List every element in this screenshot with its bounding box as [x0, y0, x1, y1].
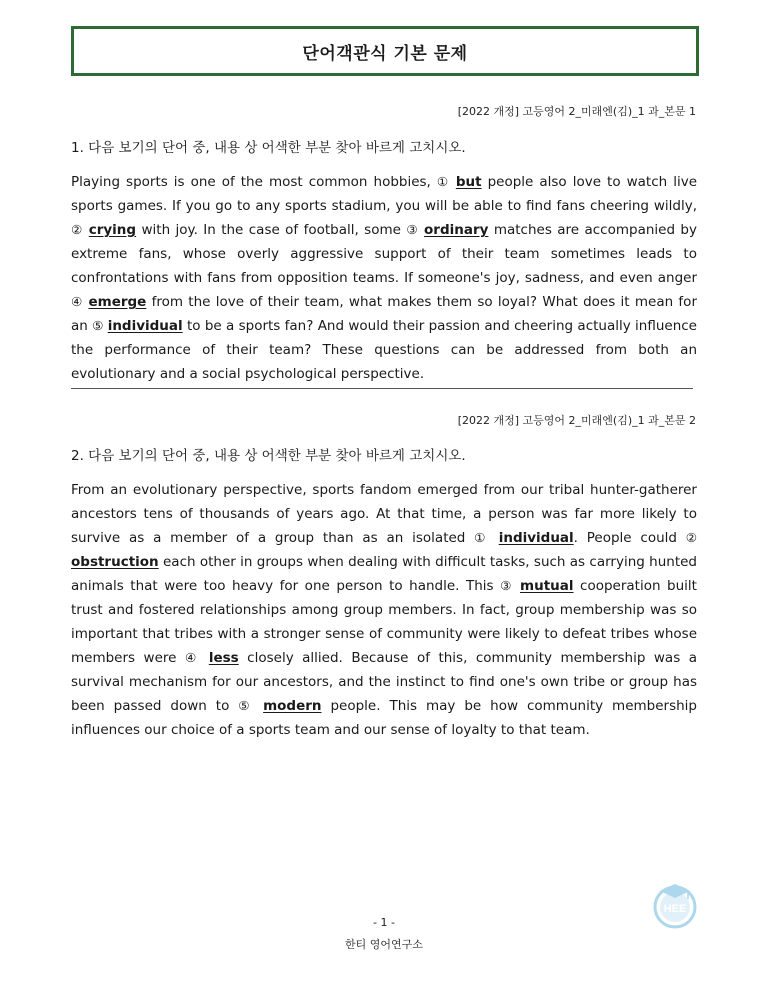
choice-number: ④: [71, 294, 84, 309]
choice-word: modern: [263, 698, 322, 714]
passage-text: people. This may be how community membership influences our choice of a sports team and our sense of loyalty to that team.: [71, 698, 697, 738]
choice-number: ⑤: [238, 698, 255, 713]
choice-number: ②: [71, 222, 84, 237]
choice-number: ②: [685, 530, 697, 545]
passage-text: closely allied. Because of this, community membership was a survival mechanism for our ancestors, and the instinct to find one's own tribe or group has been passed down to: [71, 650, 697, 714]
choice-number: ③: [406, 222, 419, 237]
page-number: - 1 -: [373, 916, 395, 929]
passage-text: matches are accompanied by extreme fans, whose overly aggressive support of their team sometimes leads to confrontations with fans from opposition teams. If someone's joy, sadness, and even anger: [71, 222, 697, 286]
passage-text: . People could: [573, 530, 686, 546]
passage-text: with joy. In the case of football, some: [136, 222, 407, 238]
choice-word: crying: [88, 222, 137, 238]
choice-number: ⑤: [92, 318, 104, 333]
choice-word: but: [455, 174, 482, 190]
passage-text: Playing sports is one of the most common hobbies,: [71, 174, 437, 190]
choice-number: ④: [184, 650, 201, 665]
passage-2: [71, 478, 697, 742]
question-2: 2. 다음 보기의 단어 중, 내용 상 어색한 부분 찾아 바르게 고치시오.: [71, 448, 466, 464]
source-label-1: [2022 개정] 고등영어 2_미래엔(김)_1 과_본문 1: [457, 105, 696, 118]
choice-word: obstruction: [71, 554, 159, 570]
footer-org: 한티 영어연구소: [345, 938, 423, 951]
choice-word: emerge: [88, 294, 147, 310]
choice-number: ①: [436, 174, 450, 189]
passage-text: From an evolutionary perspective, sports fandom emerged from our tribal hunter-gatherer ancestors tens of thousands of years ago. At that time, a person was far more likely to survive as a member of a group than as an isolated: [71, 482, 697, 546]
passage-text: each other in groups when dealing with difficult tasks, such as carrying hunted animals that were too heavy for one person to handle. This: [71, 554, 697, 594]
section-divider: [71, 388, 693, 389]
choice-number: ③: [500, 578, 514, 593]
choice-word: less: [208, 650, 239, 666]
page-title: [71, 26, 699, 76]
logo-text: HEE: [663, 903, 687, 915]
choice-number: ①: [474, 530, 490, 545]
passage-text: people also love to watch live sports games. If you go to any sports stadium, you will be able to find fans cheering wildly,: [71, 174, 697, 214]
choice-word: ordinary: [424, 222, 489, 238]
choice-word: individual: [107, 318, 183, 334]
passage-text: from the love of their team, what makes them so loyal? What does it mean for an: [71, 294, 697, 334]
passage-1: [71, 170, 697, 386]
page-title-text: 단어객관식 기본 문제: [302, 43, 468, 64]
passage-text: to be a sports fan? And would their passion and cheering actually influence the performance of their team? These questions can be addressed from both an evolutionary and a social psychological perspective.: [71, 318, 697, 382]
choice-word: mutual: [520, 578, 574, 594]
source-label-2: [2022 개정] 고등영어 2_미래엔(김)_1 과_본문 2: [457, 414, 696, 427]
passage-text: cooperation built trust and fostered relationships among group members. In fact, group membership was so important that tribes with a stronger sense of community were likely to defeat tribes whose members were: [71, 578, 697, 666]
question-1: 1. 다음 보기의 단어 중, 내용 상 어색한 부분 찾아 바르게 고치시오.: [71, 140, 466, 156]
choice-word: individual: [498, 530, 574, 546]
